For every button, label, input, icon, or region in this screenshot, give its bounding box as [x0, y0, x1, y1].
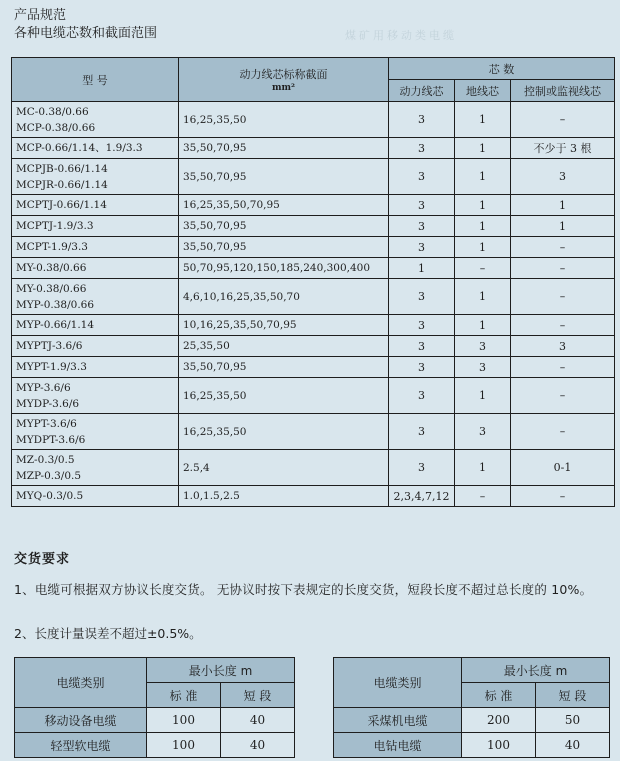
- control-core-cell: 3: [511, 336, 615, 357]
- table-row: [12, 336, 615, 357]
- ground-core-label: 地线芯: [466, 84, 499, 98]
- model-name: MYQ-0.3/0.5: [16, 490, 84, 502]
- cores-header: [389, 58, 615, 80]
- sections-cell: 16,25,35,50: [179, 414, 389, 450]
- model-cell: [12, 378, 179, 414]
- model-cell: [12, 195, 179, 216]
- cross-section-header: [179, 58, 389, 102]
- cross-section-label: 动力线芯标称截面: [239, 68, 328, 81]
- standard-label: 标 准: [169, 688, 198, 703]
- sections-cell: 35,50,70,95: [179, 138, 389, 159]
- ground-core-cell: 1: [455, 216, 511, 237]
- category-header: [334, 658, 462, 708]
- power-core-header: [389, 80, 455, 102]
- table-row: [334, 733, 610, 758]
- standard-label: 标 准: [484, 688, 513, 703]
- short-cell: 40: [536, 733, 610, 758]
- table-row: [12, 102, 615, 138]
- sections-cell: 16,25,35,50: [179, 378, 389, 414]
- ground-core-cell: 1: [455, 378, 511, 414]
- category-header-label: 电缆类别: [373, 676, 422, 690]
- category-cell: 移动设备电缆: [15, 708, 147, 733]
- sections-cell: 10,16,25,35,50,70,95: [179, 315, 389, 336]
- table-row: [12, 159, 615, 195]
- power-core-cell: 3: [389, 102, 455, 138]
- ground-core-cell: 1: [455, 138, 511, 159]
- category-header: [15, 658, 147, 708]
- power-core-cell: 3: [389, 237, 455, 258]
- power-core-cell: 3: [389, 450, 455, 486]
- ground-core-cell: 1: [455, 102, 511, 138]
- model-cell: [12, 258, 179, 279]
- power-core-cell: 3: [389, 216, 455, 237]
- short-cell: 40: [221, 733, 295, 758]
- delivery-item-1: 1、电缆可根据双方协议长度交货。 无协议时按下表规定的长度交货，短段长度不超过总长度的 10%。: [14, 582, 593, 597]
- model-name: MY-0.38/0.66: [16, 282, 87, 295]
- sections-cell: 50,70,95,120,150,185,240,300,400: [179, 258, 389, 279]
- min-length-header: [147, 658, 295, 683]
- model-cell: [12, 414, 179, 450]
- model-name: MCPTJ-1.9/3.3: [16, 220, 94, 232]
- delivery-item-2: 2、长度计量误差不超过±0.5%。: [14, 626, 202, 641]
- model-name: MYDPT-3.6/6: [16, 433, 86, 446]
- sections-cell: 35,50,70,95: [179, 357, 389, 378]
- ground-core-cell: 3: [455, 336, 511, 357]
- table-row: [12, 237, 615, 258]
- spec-table: [11, 57, 615, 507]
- min-length-label: 最小长度 m: [503, 663, 568, 678]
- table-row: [12, 315, 615, 336]
- model-cell: [12, 237, 179, 258]
- power-core-cell: 3: [389, 279, 455, 315]
- model-name: MYP-0.66/1.14: [16, 319, 95, 331]
- model-header: [12, 58, 179, 102]
- model-name: MYPT-1.9/3.3: [16, 361, 87, 373]
- ground-core-cell: 3: [455, 357, 511, 378]
- category-header-label: 电缆类别: [56, 676, 105, 690]
- standard-header: [147, 683, 221, 708]
- watermark: 煤矿用移动类电缆: [345, 29, 457, 42]
- power-core-cell: 3: [389, 336, 455, 357]
- table-row: [12, 216, 615, 237]
- min-length-label: 最小长度 m: [188, 663, 253, 678]
- ground-core-cell: 1: [455, 159, 511, 195]
- control-core-cell: 3: [511, 159, 615, 195]
- sections-cell: 35,50,70,95: [179, 216, 389, 237]
- model-cell: [12, 102, 179, 138]
- model-name: MYP-0.38/0.66: [16, 298, 95, 311]
- short-cell: 50: [536, 708, 610, 733]
- model-cell: [12, 138, 179, 159]
- model-cell: [12, 315, 179, 336]
- model-cell: [12, 279, 179, 315]
- control-core-cell: –: [511, 357, 615, 378]
- ground-core-cell: 1: [455, 315, 511, 336]
- min-length-header: [462, 658, 610, 683]
- cores-header-label: 芯 数: [488, 62, 515, 76]
- length-table-right: [333, 657, 610, 758]
- short-cell: 40: [221, 708, 295, 733]
- power-core-cell: 3: [389, 315, 455, 336]
- control-core-cell: 0-1: [511, 450, 615, 486]
- table-row: [15, 733, 295, 758]
- model-name: MCPJR-0.66/1.14: [16, 178, 108, 191]
- power-core-cell: 2,3,4,7,12: [389, 486, 455, 507]
- model-name: MCPTJ-0.66/1.14: [16, 199, 107, 211]
- table-row: [12, 378, 615, 414]
- length-table-left: [14, 657, 295, 758]
- control-core-header: [511, 80, 615, 102]
- category-cell: 采煤机电缆: [334, 708, 462, 733]
- table-row: [12, 258, 615, 279]
- power-core-cell: 3: [389, 414, 455, 450]
- model-cell: [12, 450, 179, 486]
- model-name: MCP-0.38/0.66: [16, 121, 96, 134]
- control-core-cell: –: [511, 237, 615, 258]
- model-cell: [12, 216, 179, 237]
- model-name: MYDP-3.6/6: [16, 397, 80, 410]
- power-core-cell: 3: [389, 357, 455, 378]
- ground-core-cell: 1: [455, 195, 511, 216]
- table-row: [12, 486, 615, 507]
- control-core-cell: –: [511, 258, 615, 279]
- ground-core-cell: 1: [455, 279, 511, 315]
- model-cell: [12, 159, 179, 195]
- ground-core-header: [455, 80, 511, 102]
- short-label: 短 段: [558, 688, 587, 703]
- standard-header: [462, 683, 536, 708]
- power-core-cell: 3: [389, 159, 455, 195]
- model-cell: [12, 357, 179, 378]
- sections-cell: 4,6,10,16,25,35,50,70: [179, 279, 389, 315]
- sections-cell: 16,25,35,50: [179, 102, 389, 138]
- short-label: 短 段: [243, 688, 272, 703]
- power-core-label: 动力线芯: [399, 84, 444, 98]
- model-name: MCPJB-0.66/1.14: [16, 162, 108, 175]
- model-name: MYPTJ-3.6/6: [16, 340, 83, 352]
- control-core-cell: 1: [511, 195, 615, 216]
- model-cell: [12, 336, 179, 357]
- control-core-cell: 不少于 3 根: [511, 138, 615, 159]
- category-cell: 轻型软电缆: [15, 733, 147, 758]
- ground-core-cell: 1: [455, 237, 511, 258]
- power-core-cell: 1: [389, 258, 455, 279]
- page-subtitle: 各种电缆芯数和截面范围: [14, 26, 158, 41]
- ground-core-cell: –: [455, 258, 511, 279]
- model-cell: [12, 486, 179, 507]
- control-core-cell: –: [511, 486, 615, 507]
- table-row: [12, 195, 615, 216]
- table-row: [15, 708, 295, 733]
- control-core-cell: –: [511, 378, 615, 414]
- model-name: MY-0.38/0.66: [16, 262, 87, 274]
- sections-cell: 25,35,50: [179, 336, 389, 357]
- control-core-label: 控制或监视线芯: [524, 84, 601, 98]
- sections-cell: 35,50,70,95: [179, 159, 389, 195]
- standard-cell: 100: [147, 708, 221, 733]
- table-row: [12, 138, 615, 159]
- model-name: MCPT-1.9/3.3: [16, 241, 88, 253]
- sections-cell: 16,25,35,50,70,95: [179, 195, 389, 216]
- control-core-cell: –: [511, 315, 615, 336]
- standard-cell: 200: [462, 708, 536, 733]
- model-name: MYP-3.6/6: [16, 381, 71, 394]
- table-row: [12, 279, 615, 315]
- ground-core-cell: 1: [455, 450, 511, 486]
- table-row: [12, 414, 615, 450]
- control-core-cell: –: [511, 414, 615, 450]
- sections-cell: 1.0,1.5,2.5: [179, 486, 389, 507]
- standard-cell: 100: [462, 733, 536, 758]
- standard-cell: 100: [147, 733, 221, 758]
- model-name: MYPT-3.6/6: [16, 417, 77, 430]
- power-core-cell: 3: [389, 378, 455, 414]
- control-core-cell: –: [511, 102, 615, 138]
- sections-cell: 35,50,70,95: [179, 237, 389, 258]
- ground-core-cell: 3: [455, 414, 511, 450]
- control-core-cell: 1: [511, 216, 615, 237]
- unit-label: mm²: [272, 83, 295, 93]
- table-row: [12, 450, 615, 486]
- control-core-cell: –: [511, 279, 615, 315]
- category-cell: 电钻电缆: [334, 733, 462, 758]
- short-header: [221, 683, 295, 708]
- ground-core-cell: –: [455, 486, 511, 507]
- model-name: MZ-0.3/0.5: [16, 453, 75, 466]
- power-core-cell: 3: [389, 138, 455, 159]
- table-row: [12, 357, 615, 378]
- model-name: MCP-0.66/1.14、1.9/3.3: [16, 142, 143, 154]
- page-title: 产品规范: [14, 8, 67, 23]
- model-name: MC-0.38/0.66: [16, 105, 89, 118]
- table-row: [334, 708, 610, 733]
- power-core-cell: 3: [389, 195, 455, 216]
- delivery-title: 交货要求: [14, 552, 71, 567]
- short-header: [536, 683, 610, 708]
- model-name: MZP-0.3/0.5: [16, 469, 82, 482]
- model-header-label: 型 号: [82, 73, 108, 87]
- spec-table-body: [12, 102, 615, 507]
- sections-cell: 2.5,4: [179, 450, 389, 486]
